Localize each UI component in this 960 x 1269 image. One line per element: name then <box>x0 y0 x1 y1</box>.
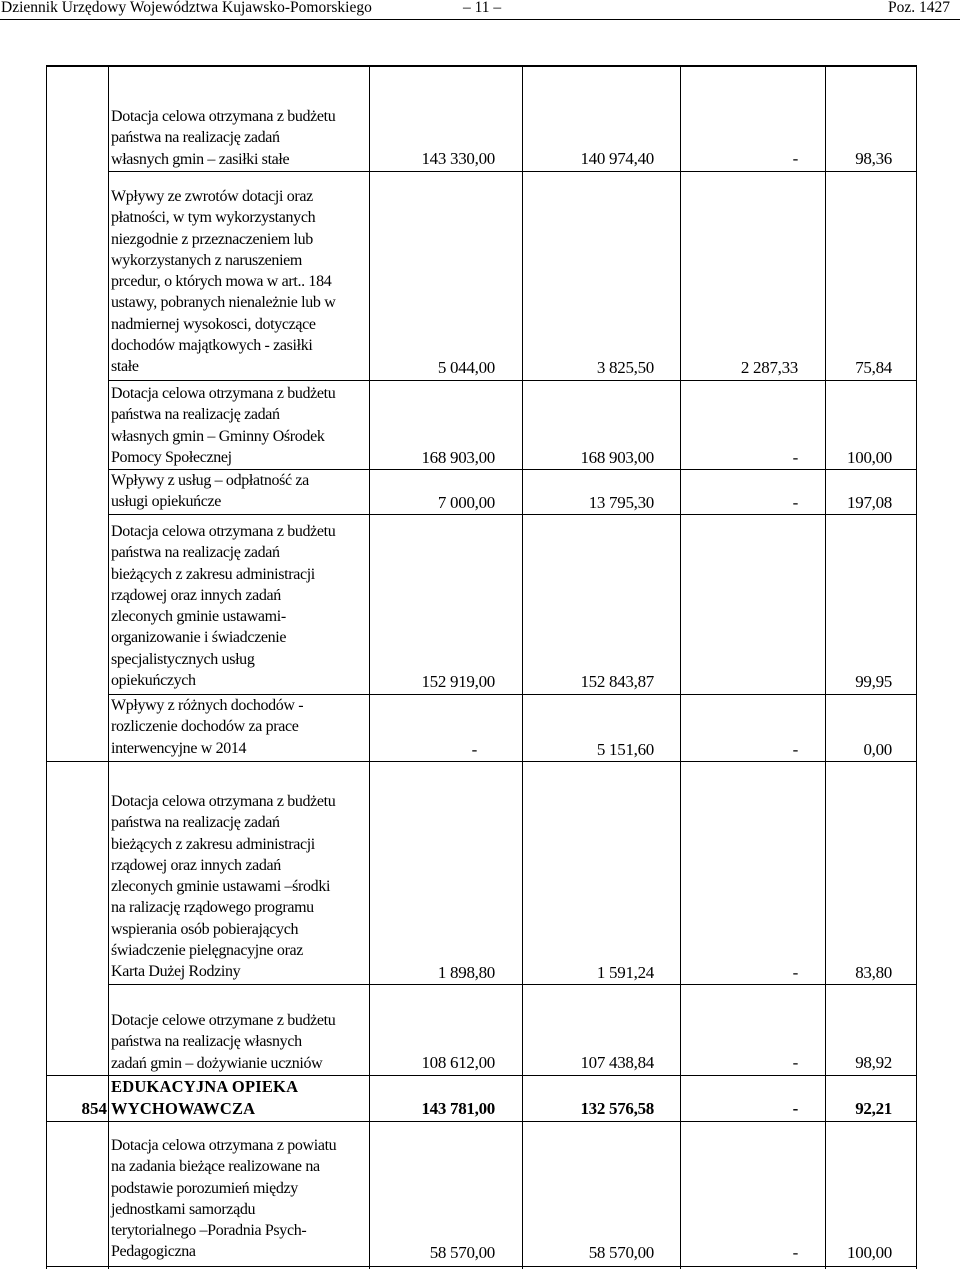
percent-value: 197,08 <box>847 493 892 512</box>
description-line: Dotacje celowe otrzymane z budżetu <box>111 1012 336 1029</box>
description-line: płatności, w tym wykorzystanych <box>111 209 316 227</box>
row-divider <box>46 1121 917 1122</box>
percent-value: 75,84 <box>855 358 892 377</box>
col3-value: - <box>792 1243 798 1262</box>
description-line: na zadania bieżące realizowane na <box>111 1158 320 1176</box>
description-line: Wpływy ze zwrotów dotacji oraz <box>111 188 313 205</box>
description-line: Dotacja celowa otrzymana z budżetu <box>111 793 336 810</box>
description-line: wspierania osób pobierających <box>111 920 299 938</box>
row-description <box>111 695 369 759</box>
row-divider <box>108 380 917 381</box>
description-line: jednostkami samorządu <box>111 1200 256 1218</box>
percent-value: 0,00 <box>863 740 892 759</box>
description-line: Dotacja celowa otrzymana z powiatu <box>111 1137 337 1154</box>
description-line: EDUKACYJNA OPIEKA <box>111 1077 299 1096</box>
description-line: wykorzystanych z naruszeniem <box>111 251 303 269</box>
row-divider <box>108 984 917 985</box>
description-line: opiekuńczych <box>111 672 196 690</box>
column-divider <box>825 66 826 1269</box>
percent-value: 83,80 <box>855 963 892 982</box>
col3-value: - <box>792 1099 798 1118</box>
row-divider <box>46 1266 917 1267</box>
description-line: Pomocy Społecznej <box>111 448 232 466</box>
row-divider <box>108 171 917 172</box>
plan-value: 5 044,00 <box>437 358 495 377</box>
execution-value: 3 825,50 <box>596 358 654 377</box>
description-line: zleconych gminie ustawami –środki <box>111 878 331 896</box>
percent-value: 98,92 <box>855 1053 892 1072</box>
table-border-left <box>46 66 47 1269</box>
description-line: własnych gmin – Gminny Ośrodek <box>111 427 325 445</box>
description-line: Karta Dużej Rodziny <box>111 963 241 981</box>
description-line: terytorialnego –Poradnia Psych- <box>111 1222 307 1240</box>
row-description <box>111 106 369 170</box>
percent-value: 100,00 <box>847 448 892 467</box>
description-line: organizowanie i świadczenie <box>111 629 287 647</box>
plan-value: 7 000,00 <box>437 493 495 512</box>
description-line: państwa na realizację zadań <box>111 129 280 147</box>
section-title <box>111 1076 369 1120</box>
plan-value: 58 570,00 <box>429 1243 495 1262</box>
row-description <box>111 1135 369 1263</box>
description-line: bieżących z zakresu administracji <box>111 565 315 583</box>
description-line: prcedur, o których mowa w art.. 184 <box>111 273 332 291</box>
description-line: państwa na realizację własnych <box>111 1033 302 1051</box>
description-line: zadań gmin – dożywianie uczniów <box>111 1054 323 1072</box>
description-line: ustawy, pobranych nienależnie lub w <box>111 294 336 312</box>
execution-value: 132 576,58 <box>580 1099 654 1118</box>
execution-value: 107 438,84 <box>580 1053 654 1072</box>
description-line: państwa na realizację zadań <box>111 406 280 424</box>
plan-value: 143 781,00 <box>421 1099 495 1118</box>
column-divider <box>522 66 523 1269</box>
description-line: dochodów majątkowych - zasiłki <box>111 337 313 355</box>
column-divider <box>680 66 681 1269</box>
description-line: Wpływy z różnych dochodów - <box>111 697 304 714</box>
plan-value: - <box>471 740 477 759</box>
description-line: niezgodnie z przeznaczeniem lub <box>111 230 313 248</box>
description-line: usługi opiekuńcze <box>111 493 222 511</box>
execution-value: 140 974,40 <box>580 149 654 168</box>
execution-value: 152 843,87 <box>580 672 654 691</box>
description-line: państwa na realizację zadań <box>111 544 280 562</box>
row-description <box>111 521 369 691</box>
section-code: 854 <box>81 1099 107 1118</box>
row-divider <box>46 761 917 762</box>
description-line: Dotacja celowa otrzymana z budżetu <box>111 385 336 402</box>
plan-value: 143 330,00 <box>421 149 495 168</box>
execution-value: 1 591,24 <box>596 963 654 982</box>
description-line: podstawie porozumień między <box>111 1179 298 1197</box>
col3-value: - <box>792 1053 798 1072</box>
row-description <box>111 186 369 378</box>
description-line: stałe <box>111 358 139 376</box>
description-line: własnych gmin – zasiłki stałe <box>111 150 290 168</box>
column-divider <box>369 66 370 1269</box>
description-line: zleconych gminie ustawami- <box>111 608 286 626</box>
col3-value: - <box>792 493 798 512</box>
position-number: Poz. 1427 <box>888 0 950 16</box>
row-description <box>111 470 369 513</box>
plan-value: 152 919,00 <box>421 672 495 691</box>
description-line: WYCHOWAWCZA <box>111 1099 256 1118</box>
col3-value: - <box>792 448 798 467</box>
description-line: nadmiernej wysokosci, dotyczące <box>111 315 316 333</box>
description-line: Wpływy z usług – odpłatność za <box>111 472 309 489</box>
row-description <box>111 383 369 468</box>
execution-value: 5 151,60 <box>596 740 654 759</box>
row-description <box>111 791 369 983</box>
description-line: Pedagogiczna <box>111 1243 196 1261</box>
description-line: na ralizację rządowego programu <box>111 899 314 917</box>
description-line: rządowej oraz innych zadań <box>111 856 281 874</box>
description-line: państwa na realizację zadań <box>111 814 280 832</box>
col3-value: 2 287,33 <box>740 358 798 377</box>
execution-value: 168 903,00 <box>580 448 654 467</box>
percent-value: 98,36 <box>855 149 892 168</box>
col3-value: - <box>792 963 798 982</box>
percent-value: 100,00 <box>847 1243 892 1262</box>
description-line: Dotacja celowa otrzymana z budżetu <box>111 523 336 540</box>
percent-value: 92,21 <box>855 1099 892 1118</box>
description-line: interwencyjne w 2014 <box>111 739 247 757</box>
table-border-top <box>46 65 917 67</box>
description-line: rządowej oraz innych zadań <box>111 586 281 604</box>
col3-value: - <box>792 149 798 168</box>
journal-title: Dziennik Urzędowy Województwa Kujawsko-Pomorskiego <box>1 0 372 16</box>
description-line: rozliczenie dochodów za prace <box>111 718 299 736</box>
execution-value: 58 570,00 <box>588 1243 654 1262</box>
execution-value: 13 795,30 <box>588 493 654 512</box>
plan-value: 108 612,00 <box>421 1053 495 1072</box>
description-line: bieżących z zakresu administracji <box>111 835 315 853</box>
row-description <box>111 1010 369 1074</box>
description-line: Dotacja celowa otrzymana z budżetu <box>111 108 336 125</box>
plan-value: 1 898,80 <box>437 963 495 982</box>
page-number: – 11 – <box>463 0 502 16</box>
plan-value: 168 903,00 <box>421 448 495 467</box>
row-divider <box>108 514 917 515</box>
description-line: świadczenie pielęgnacyjne oraz <box>111 942 304 960</box>
column-divider <box>108 66 109 1269</box>
description-line: specjalistycznych usług <box>111 650 255 668</box>
col3-value: - <box>792 740 798 759</box>
percent-value: 99,95 <box>855 672 892 691</box>
table-border-right <box>916 66 917 1269</box>
